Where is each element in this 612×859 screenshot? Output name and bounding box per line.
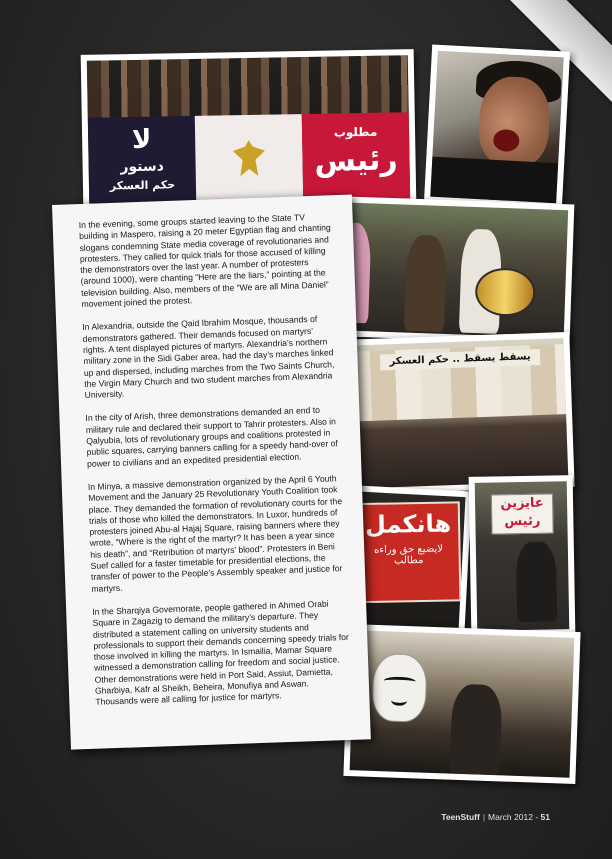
egypt-flag-banner bbox=[88, 112, 410, 203]
photo-mask-protester bbox=[343, 624, 580, 784]
magazine-brand: TeenStuff bbox=[441, 812, 480, 822]
article-text-box bbox=[52, 195, 371, 750]
article-paragraph: In Alexandria, outside the Qaid Ibrahim Mosque, thousands of demonstrators gathered. Their demands focused on martyrs’ rights. A tent displayed pictures of martyrs. Alexandria’s northern military zone in the Sidi Gaber area, had the day’s marches linked up and dispersed, including marches from the Two Saints Church, the Virgin Mary Church and two student marches from Alexandria University. bbox=[82, 314, 335, 401]
photo-banner-protest bbox=[81, 49, 417, 210]
footer-separator: | bbox=[482, 812, 486, 822]
flag-white-stripe bbox=[195, 114, 303, 202]
banner-text-hukm: حكم العسكر bbox=[109, 178, 176, 193]
flag-black-stripe bbox=[88, 116, 196, 204]
eagle-icon bbox=[233, 140, 266, 177]
red-sign-big-text: هانكمل bbox=[364, 509, 452, 539]
footer-dash: - bbox=[535, 812, 539, 822]
signs-headline: يسقط يسقط .. حكم العسكر bbox=[380, 349, 540, 371]
figure-man-vest bbox=[404, 235, 447, 332]
figure-crowd-right bbox=[450, 684, 503, 776]
article-paragraph: In the Sharqiya Governorate, people gathered in Ahmed Orabi Square in Zagazig to demand the military’s departure. They distributed a statement calling on university students and professionals to support their demands concerning speedy trials for those involved in killing the martyrs. In Ismailia, Mamar Square witnessed a demonstration calling for freedom and social justice. Other demonstrations were held in Port Said, Assiut, Damietta, Gharbiya, Kafr al Sheikh, Beheira, Monufiya and Aswan. Thousands were all calling for justice for martyrs. bbox=[92, 598, 349, 708]
flag-red-stripe bbox=[302, 112, 410, 200]
crowd-background bbox=[87, 55, 409, 121]
red-protest-sign bbox=[356, 501, 462, 603]
banner-text-la: لا bbox=[131, 124, 152, 156]
article-paragraph: In Minya, a massive demonstration organized by the April 6 Youth Movement and the January 25 Revolutionary Youth Coalition took place. They demanded the formation of revolutionary courts for the trials of those who killed the demonstrators. In Luxor, hundreds of protesters joined Abu-al Hajaj Square, raising banners where they wrote, “Where is the right of the martyr? It has been a year since his death”, and “Retribution of martyrs’ blood”. Protesters in Beni Suef called for a faster timetable for presidential elections, the transfer of power to the People’s Assembly speaker and justice for martyrs. bbox=[87, 473, 343, 594]
page-number: 51 bbox=[540, 812, 550, 822]
page-footer bbox=[441, 812, 550, 822]
banner-text-matloub: مطلوب bbox=[333, 124, 378, 140]
issue-date: March 2012 bbox=[488, 812, 533, 822]
banner-text-dastur: دستور bbox=[120, 158, 165, 176]
protester-face bbox=[477, 75, 552, 169]
protester-shirt bbox=[430, 157, 558, 204]
article-paragraph: In the city of Arish, three demonstrations demanded an end to military rule and declared their support to Tahrir protesters. Also in Qalyubia, lots of revolutionary groups and coalitions protested in public squares, carrying banners calling for a speedy hand-over of power to civilians and an expedited presidential election. bbox=[85, 405, 338, 469]
photo-signs-tent bbox=[333, 332, 574, 495]
photo-wanted-president-sign bbox=[469, 475, 576, 637]
wanted-sign: عايزين رئيس bbox=[491, 493, 554, 534]
guy-fawkes-mask-icon bbox=[371, 653, 427, 723]
article-paragraph: In the evening, some groups started leaving to the State TV building in Maspero, raising a 20 meter Egyptian flag and chanting slogans condemning State media coverage of revolutionaries and protesters. They called for quick trials for those accused of killing the demonstrators over the last year. A number of protesters (around 1000), were chanting “Here are the liars,” pointing at the television building. Also, members of the “We are all Mina Daniel” movement joined the protest. bbox=[78, 212, 331, 310]
banner-text-rais: رئيس bbox=[314, 142, 398, 180]
photo-shouting-protester bbox=[424, 44, 570, 209]
red-sign-small-text: لايضيع حق وراءه مطالب bbox=[374, 543, 443, 567]
figure-man-jacket bbox=[516, 541, 557, 622]
